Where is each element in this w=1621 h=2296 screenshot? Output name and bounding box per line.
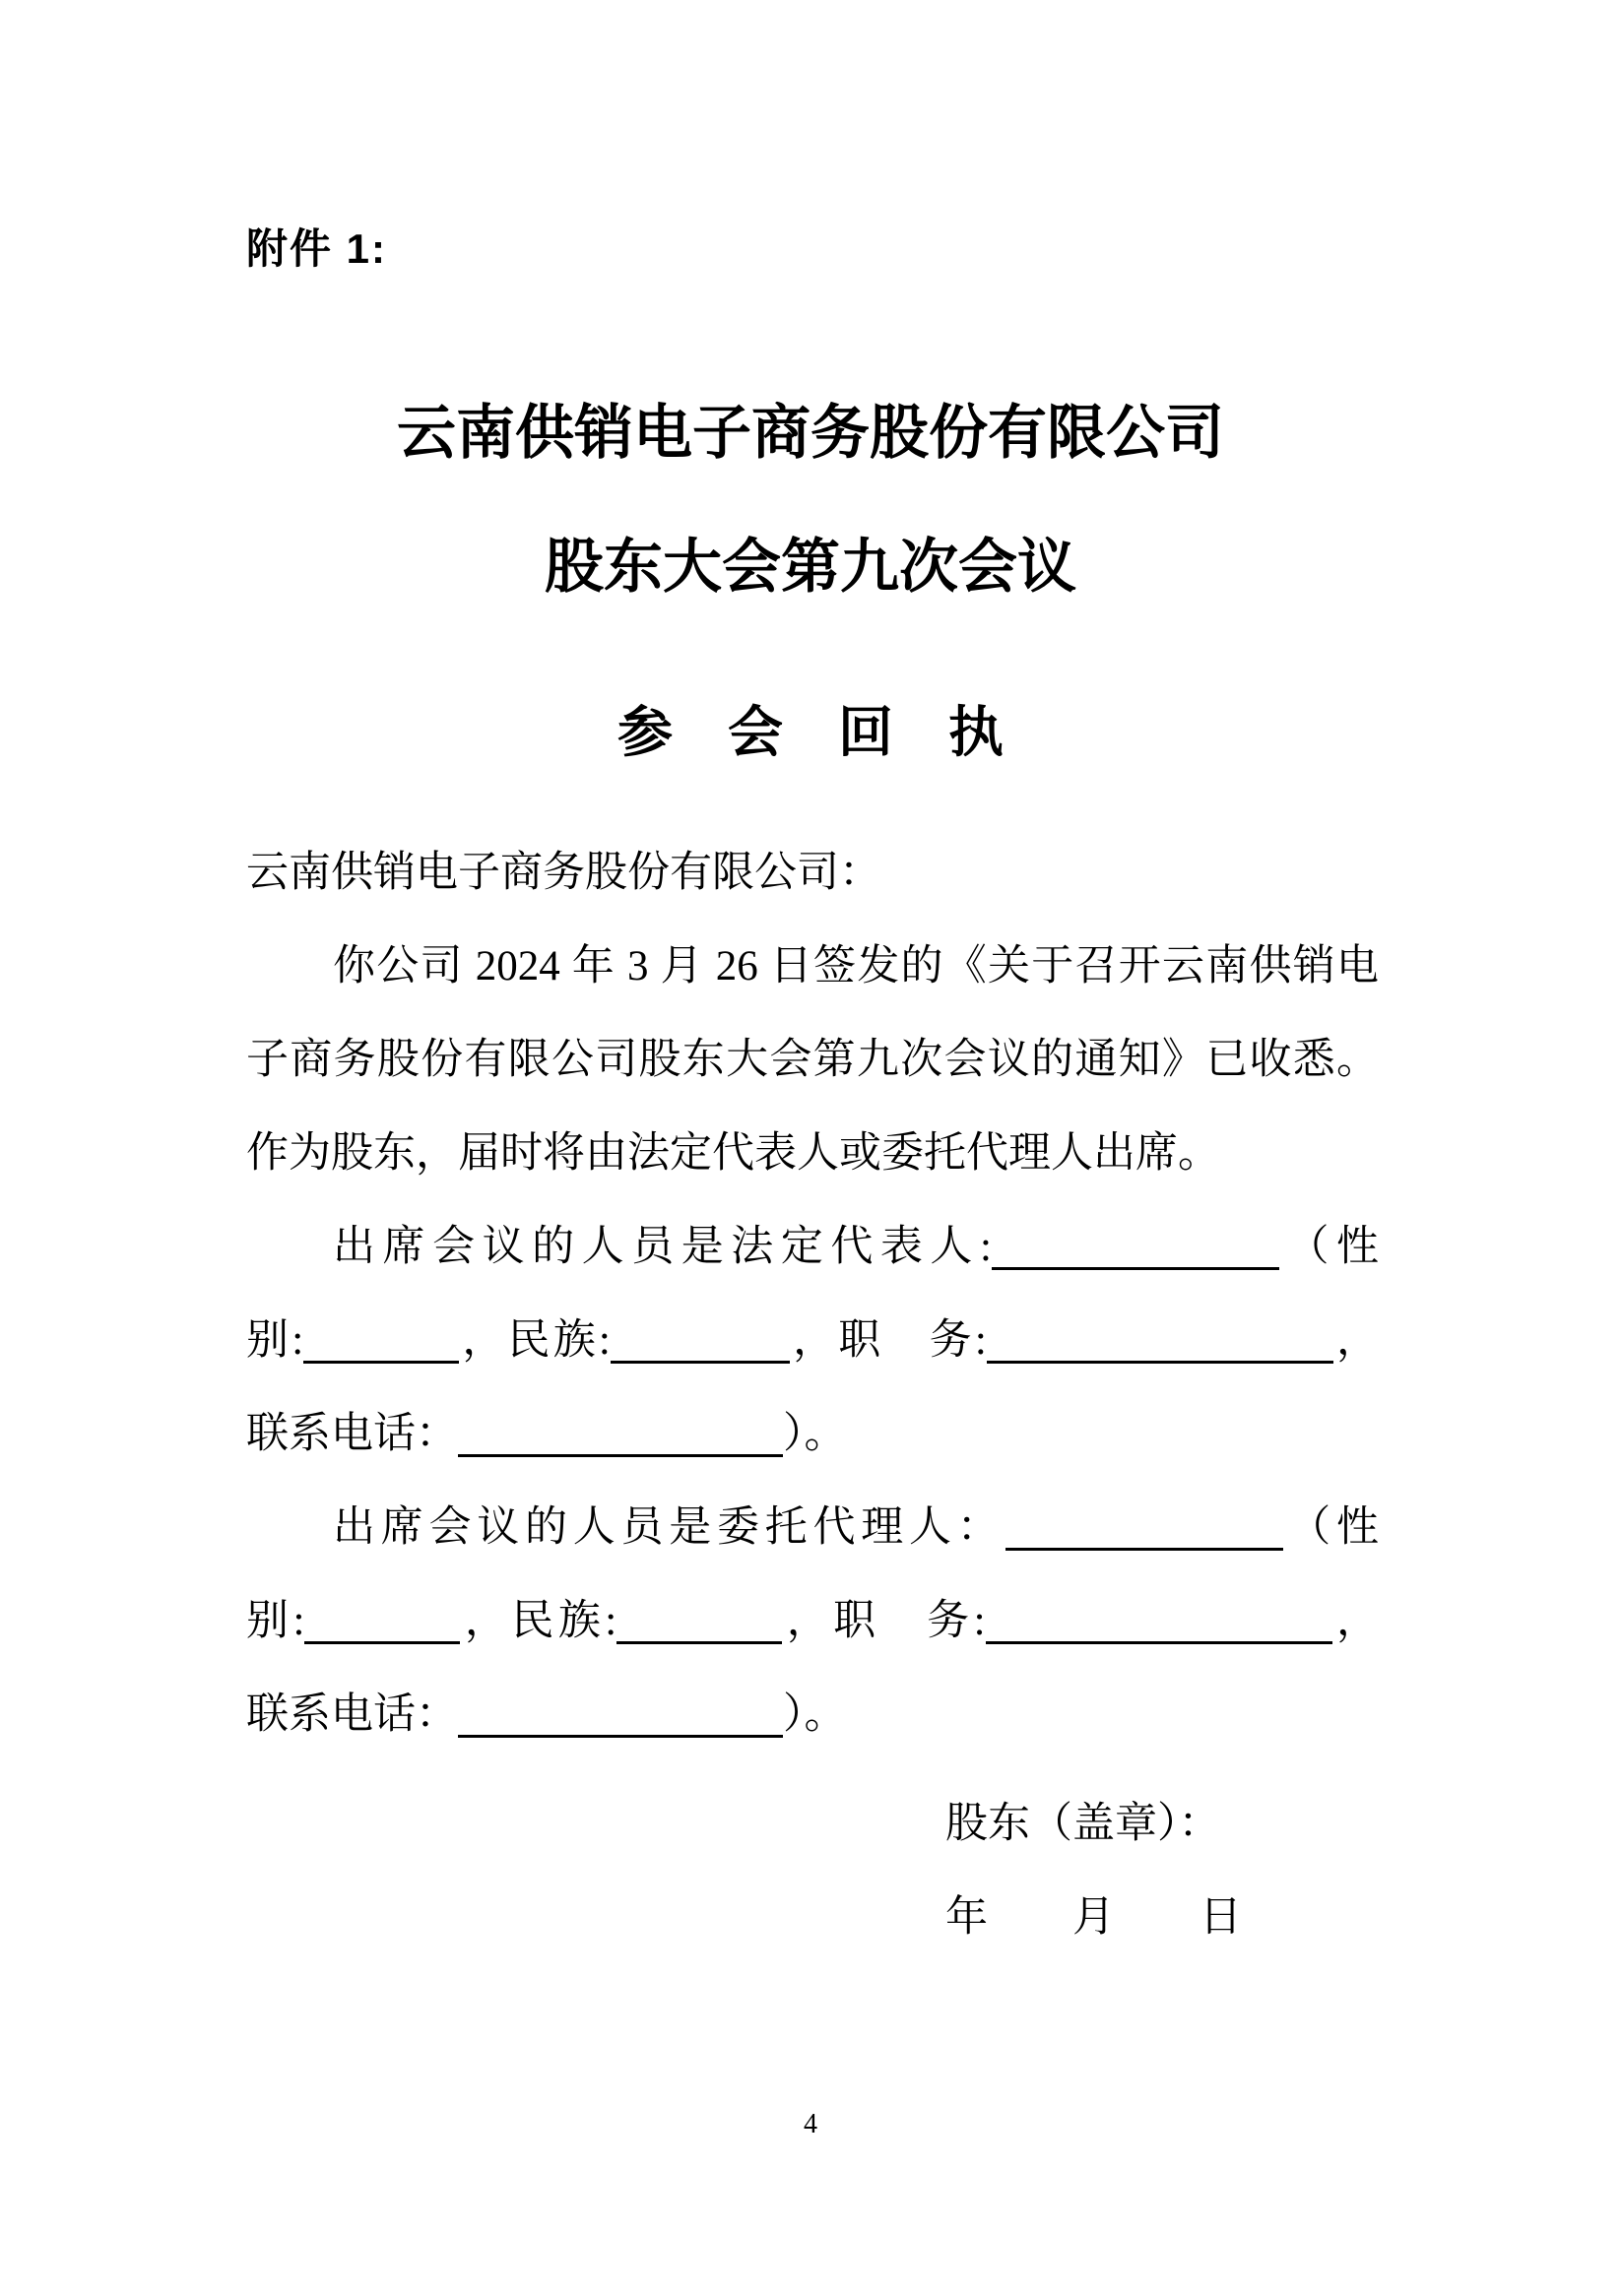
proxy-close-text: ）。 — [783, 1691, 847, 1738]
document-subtitle: 参 会 回 执 — [617, 703, 1004, 764]
proxy-sex-blank — [304, 1602, 460, 1644]
rep-detail-line — [246, 1294, 1379, 1387]
attachment-label: 附件 1: — [246, 225, 388, 272]
rep-lead-text: 出席会议的人员是法定代表人: — [333, 1224, 992, 1270]
document-title-line2: 股东大会第九次会议 — [545, 535, 1076, 600]
document-title-line1: 云南供销电子商务股份有限公司 — [397, 401, 1224, 466]
proxy-ethnic-label: ，民族: — [460, 1598, 617, 1644]
rep-trailing-comma: ， — [1332, 1317, 1380, 1364]
rep-phone-label: 联系电话： — [246, 1411, 458, 1457]
rep-duty-blank — [987, 1321, 1333, 1364]
proxy-name-line — [246, 1481, 1379, 1574]
proxy-detail-line — [246, 1574, 1379, 1668]
proxy-lead-text: 出席会议的人员是委托代理人： — [333, 1504, 1005, 1551]
paragraph1-line1: 你公司 2024 年 3 月 26 日签发的《关于召开云南供销电 — [333, 943, 1379, 989]
proxy-after-name-text: （性 — [1282, 1504, 1379, 1551]
salutation: 云南供销电子商务股份有限公司： — [246, 850, 881, 896]
proxy-phone-blank — [458, 1695, 783, 1738]
rep-sex-blank — [303, 1321, 459, 1364]
signature-seal-line: 股东（盖章）： — [945, 1801, 1221, 1847]
paragraph1-line2: 子商务股份有限公司股东大会第九次会议的通知》已收悉。 — [246, 1037, 1379, 1083]
proxy-sex-label: 别: — [246, 1598, 305, 1644]
signature-date-line: 年 月 日 — [945, 1894, 1242, 1941]
paragraph1-line3: 作为股东，届时将由法定代表人或委托代理人出席。 — [246, 1130, 1220, 1177]
proxy-duty-blank — [986, 1602, 1332, 1644]
document-body — [246, 826, 1379, 1964]
rep-ethnic-label: ，民族: — [459, 1317, 611, 1364]
rep-close-text: ）。 — [783, 1411, 847, 1457]
page-number: 4 — [804, 2109, 817, 2139]
rep-after-name-text: （性 — [1278, 1224, 1379, 1270]
rep-ethnic-blank — [611, 1321, 790, 1364]
rep-phone-line — [246, 1387, 1379, 1481]
proxy-ethnic-blank — [616, 1602, 782, 1644]
rep-name-blank — [992, 1228, 1279, 1270]
proxy-name-blank — [1005, 1508, 1283, 1551]
rep-duty-label: ，职 务: — [789, 1317, 987, 1364]
proxy-duty-label: ，职 务: — [782, 1598, 986, 1644]
proxy-phone-label: 联系电话： — [246, 1691, 458, 1738]
proxy-phone-line — [246, 1668, 1379, 1761]
proxy-trailing-comma: ， — [1331, 1598, 1380, 1644]
rep-phone-blank — [458, 1415, 783, 1457]
rep-name-line — [246, 1200, 1379, 1294]
rep-sex-label: 别: — [246, 1317, 304, 1364]
